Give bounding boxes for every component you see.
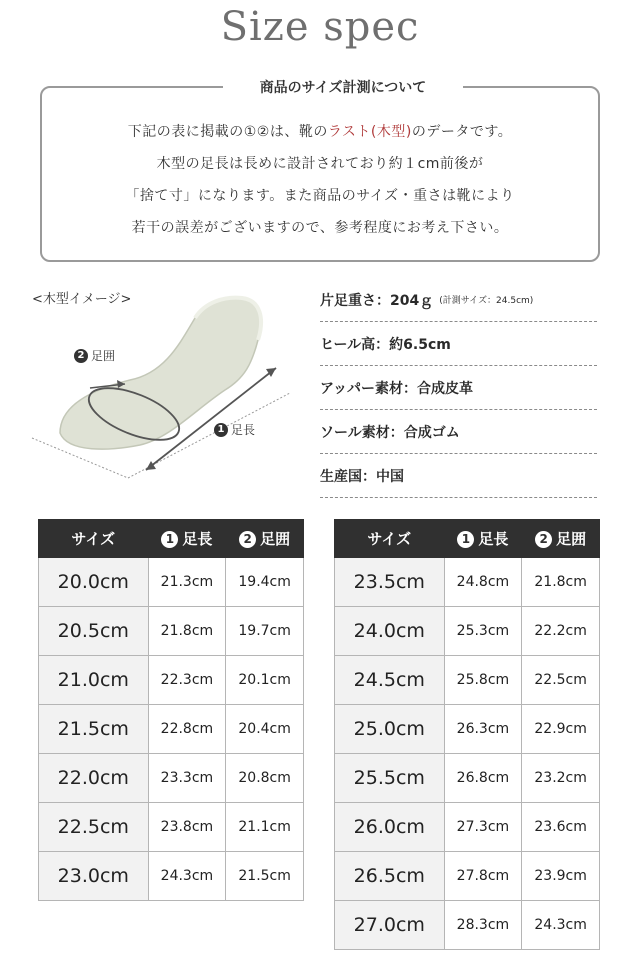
length-number-icon: 1 — [214, 423, 228, 437]
shoe-last-image — [20, 288, 310, 488]
table-row — [335, 558, 600, 607]
girth-cell: 19.4cm — [226, 558, 304, 607]
table-row — [335, 656, 600, 705]
length-cell: 26.8cm — [444, 754, 522, 803]
notice-line-1-post: のデータです。 — [411, 124, 513, 140]
girth-cell: 20.8cm — [226, 754, 304, 803]
spec-origin: 生産国：中国 — [320, 454, 597, 498]
length-cell: 23.3cm — [148, 754, 226, 803]
length-cell: 24.3cm — [148, 852, 226, 901]
illustration-caption: <木型イメージ> — [32, 292, 132, 307]
spec-list — [320, 278, 597, 498]
table-row — [335, 607, 600, 656]
girth-cell: 21.1cm — [226, 803, 304, 852]
spec-sole: ソール素材：合成ゴム — [320, 410, 597, 454]
size-cell: 23.5cm — [335, 558, 445, 607]
header-length — [444, 520, 522, 558]
length-number-icon: 1 — [457, 531, 474, 548]
size-cell: 20.0cm — [39, 558, 149, 607]
size-cell: 26.5cm — [335, 852, 445, 901]
length-cell: 25.8cm — [444, 656, 522, 705]
girth-cell: 21.8cm — [522, 558, 600, 607]
girth-cell: 19.7cm — [226, 607, 304, 656]
header-size: サイズ — [335, 520, 445, 558]
header-length — [148, 520, 226, 558]
table-row — [39, 705, 304, 754]
size-cell: 24.0cm — [335, 607, 445, 656]
header-girth — [226, 520, 304, 558]
table-row — [39, 803, 304, 852]
girth-cell: 21.5cm — [226, 852, 304, 901]
length-cell: 22.3cm — [148, 656, 226, 705]
girth-cell: 20.1cm — [226, 656, 304, 705]
header-girth — [522, 520, 600, 558]
table-row — [335, 705, 600, 754]
length-label-text: 足長 — [231, 423, 256, 437]
length-cell: 28.3cm — [444, 901, 522, 950]
length-number-icon: 1 — [161, 531, 178, 548]
size-cell: 26.0cm — [335, 803, 445, 852]
notice-line-1-accent: ラスト(木型) — [327, 124, 412, 140]
notice-line-4: 若干の誤差がございますので、参考程度にお考え下さい。 — [131, 220, 509, 236]
header-girth-text: 足囲 — [260, 530, 291, 548]
girth-cell: 23.6cm — [522, 803, 600, 852]
measurement-notice — [40, 80, 600, 262]
table-header-row — [335, 520, 600, 558]
last-illustration — [20, 288, 310, 488]
size-cell: 25.0cm — [335, 705, 445, 754]
table-row — [335, 803, 600, 852]
size-cell: 21.0cm — [39, 656, 149, 705]
size-cell: 27.0cm — [335, 901, 445, 950]
girth-cell: 20.4cm — [226, 705, 304, 754]
notice-heading: 商品のサイズ計測について — [223, 76, 463, 100]
length-cell: 21.8cm — [148, 607, 226, 656]
table-row — [335, 852, 600, 901]
notice-body — [42, 116, 598, 244]
table-row — [39, 558, 304, 607]
girth-cell: 22.9cm — [522, 705, 600, 754]
length-cell: 27.8cm — [444, 852, 522, 901]
girth-number-icon: 2 — [74, 349, 88, 363]
spec-weight-note: (計測サイズ：24.5cm) — [439, 296, 534, 306]
table-row — [39, 754, 304, 803]
notice-line-2: 木型の足長は長めに設計されており約１cm前後が — [156, 156, 484, 172]
girth-cell: 23.2cm — [522, 754, 600, 803]
size-table-right — [334, 519, 600, 950]
page-title: Size spec — [220, 4, 420, 50]
spec-weight-text: 片足重さ：204ｇ — [320, 292, 434, 309]
table-row — [39, 656, 304, 705]
girth-cell: 24.3cm — [522, 901, 600, 950]
size-cell: 24.5cm — [335, 656, 445, 705]
header-girth-text: 足囲 — [556, 530, 587, 548]
size-cell: 22.0cm — [39, 754, 149, 803]
size-cell: 25.5cm — [335, 754, 445, 803]
header-size: サイズ — [39, 520, 149, 558]
notice-line-1-pre: 下記の表に掲載の①②は、靴の — [127, 124, 328, 140]
table-header-row — [39, 520, 304, 558]
header-length-text: 足長 — [182, 530, 213, 548]
header-length-text: 足長 — [478, 530, 509, 548]
spec-upper: アッパー素材：合成皮革 — [320, 366, 597, 410]
notice-line-1 — [42, 116, 598, 148]
length-cell: 22.8cm — [148, 705, 226, 754]
length-cell: 27.3cm — [444, 803, 522, 852]
girth-cell: 22.5cm — [522, 656, 600, 705]
table-row — [335, 754, 600, 803]
girth-label-text: 足囲 — [91, 349, 116, 363]
spec-weight — [320, 278, 597, 322]
length-cell: 26.3cm — [444, 705, 522, 754]
girth-number-icon: 2 — [535, 531, 552, 548]
girth-label — [74, 347, 115, 364]
length-label — [214, 421, 255, 438]
size-cell: 23.0cm — [39, 852, 149, 901]
spec-heel: ヒール高：約6.5cm — [320, 322, 597, 366]
length-cell: 24.8cm — [444, 558, 522, 607]
girth-cell: 22.2cm — [522, 607, 600, 656]
table-row — [335, 901, 600, 950]
notice-line-3: 「捨て寸」になります。また商品のサイズ・重さは靴により — [125, 188, 515, 204]
table-row — [39, 607, 304, 656]
table-row — [39, 852, 304, 901]
size-cell: 21.5cm — [39, 705, 149, 754]
length-cell: 23.8cm — [148, 803, 226, 852]
length-cell: 21.3cm — [148, 558, 226, 607]
size-table-left — [38, 519, 304, 901]
size-cell: 22.5cm — [39, 803, 149, 852]
girth-cell: 23.9cm — [522, 852, 600, 901]
girth-number-icon: 2 — [239, 531, 256, 548]
size-cell: 20.5cm — [39, 607, 149, 656]
length-cell: 25.3cm — [444, 607, 522, 656]
